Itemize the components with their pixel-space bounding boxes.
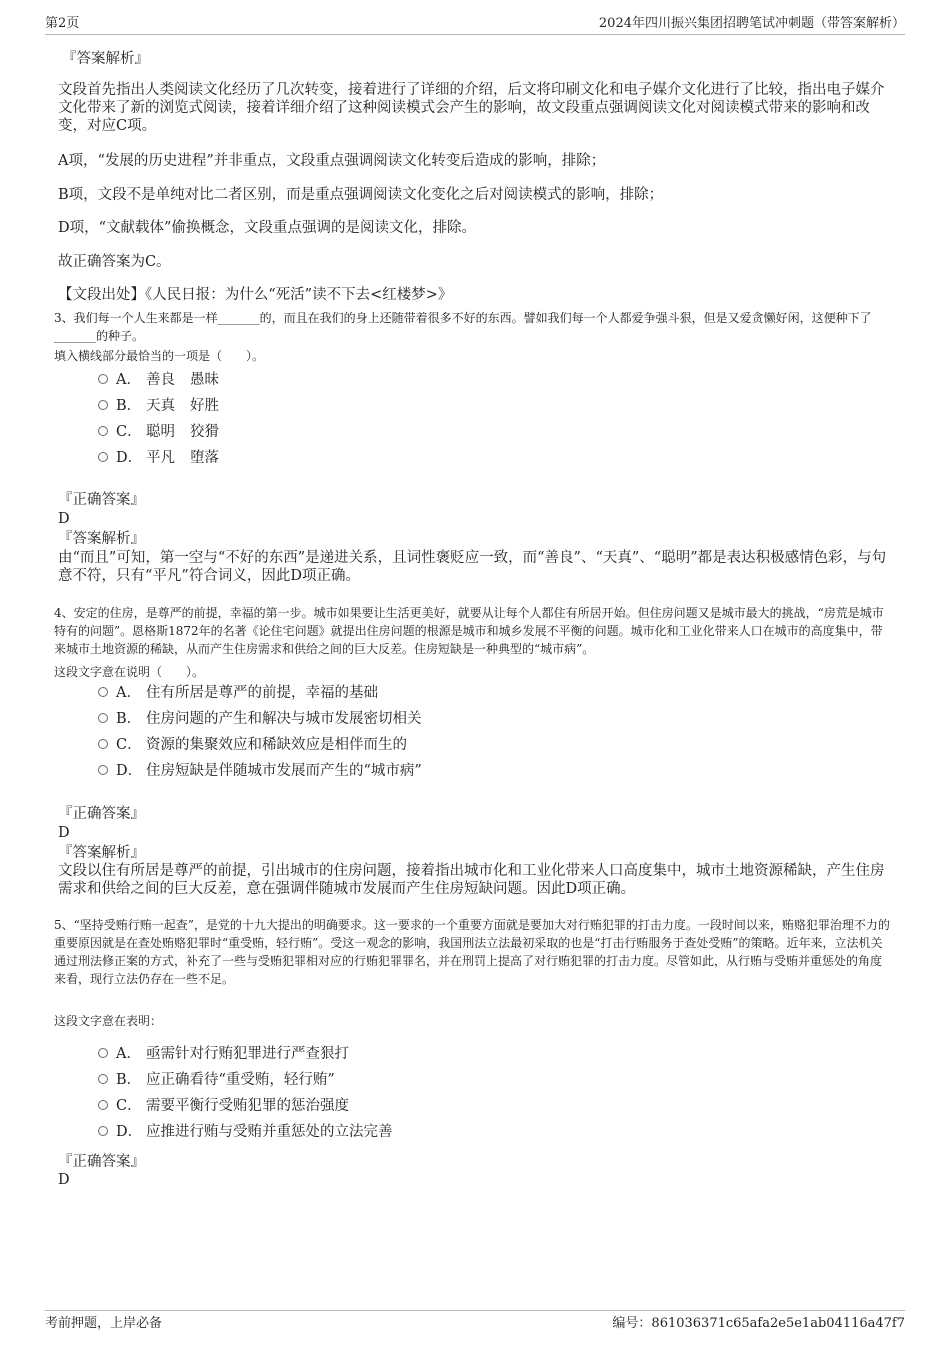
radio-button[interactable]	[98, 1074, 108, 1084]
q3-analysis-label: 『答案解析』	[58, 531, 145, 547]
q2-conclusion: 故正确答案为C。	[58, 254, 171, 270]
q3-answer: D	[58, 511, 70, 527]
radio-button[interactable]	[98, 1048, 108, 1058]
radio-button[interactable]	[98, 400, 108, 410]
q3-option-b[interactable]: B． 天真 好胜	[98, 396, 219, 416]
q4-stem: 4、安定的住房，是尊严的前提，幸福的第一步。城市如果要让生活更美好，就要从让每个人都住有所居开始。但住房问题又是城市最大的挑战，“房荒是城市特有的问题”。恩格斯1872年的名著《论住宅问题》就提出住房问题的根源是城市和城乡发展不平衡的问题。城市化和工业化带来人口在城市的高度集中，带来城市土地资源的稀缺，从而产生住房需求和供给之间的巨大反差。住房短缺是一种典型的“城市病”。	[54, 606, 884, 656]
q2-source: 【文段出处】《人民日报：为什么“死活”读不下去<红楼梦>》	[58, 287, 453, 303]
page-number: 第2页	[45, 16, 80, 31]
document-code: 编号：861036371c65afa2e5e1ab04116a47f7	[612, 1316, 905, 1331]
q3-option-c[interactable]: C． 聪明 狡猾	[98, 422, 219, 442]
document-title: 2024年四川振兴集团招聘笔试冲刺题（带答案解析）	[598, 16, 905, 31]
footer-slogan: 考前押题，上岸必备	[45, 1316, 163, 1331]
page-header	[45, 14, 905, 35]
q2-analysis-option-d: D项，“文献载体”偷换概念，文段重点强调的是阅读文化，排除。	[58, 220, 476, 236]
q3-analysis: 由“而且”可知，第一空与“不好的东西”是递进关系，且词性褒贬应一致，而“善良”、“天真”、“聪明”都是表达积极感情色彩，与句意不符，只有“平凡”符合词义，因此D项正确。	[58, 550, 887, 584]
radio-button[interactable]	[98, 1126, 108, 1136]
q3-option-d[interactable]: D． 平凡 堕落	[98, 448, 219, 468]
q4-analysis: 文段以住有所居是尊严的前提，引出城市的住房问题，接着指出城市化和工业化带来人口高度集中，城市土地资源稀缺，产生住房需求和供给之间的巨大反差，意在强调伴随城市发展而产生住房短缺问题。因此D项正确。	[58, 863, 885, 897]
q4-answer: D	[58, 825, 70, 841]
radio-button[interactable]	[98, 687, 108, 697]
q5-answer: D	[58, 1172, 70, 1188]
q2-analysis-label: 『答案解析』	[62, 51, 149, 67]
q2-analysis-option-b: B项，文段不是单纯对比二者区别，而是重点强调阅读文化变化之后对阅读模式的影响，排除；	[58, 187, 664, 203]
radio-button[interactable]	[98, 426, 108, 436]
q4-analysis-label: 『答案解析』	[58, 845, 145, 861]
q3-answer-label: 『正确答案』	[58, 492, 145, 508]
q5-prompt: 这段文字意在表明：	[54, 1014, 163, 1028]
radio-button[interactable]	[98, 374, 108, 384]
q4-prompt: 这段文字意在说明（ ）。	[54, 665, 205, 679]
q3-prompt: 填入横线部分最恰当的一项是（ ）。	[54, 349, 265, 363]
q5-option-a[interactable]: A． 亟需针对行贿犯罪进行严查狠打	[98, 1044, 349, 1064]
radio-button[interactable]	[98, 452, 108, 462]
q5-option-b[interactable]: B． 应正确看待“重受贿，轻行贿”	[98, 1070, 335, 1090]
q4-answer-label: 『正确答案』	[58, 806, 145, 822]
q3-option-a[interactable]: A． 善良 愚昧	[98, 370, 219, 390]
q2-analysis-option-a: A项，“发展的历史进程”并非重点，文段重点强调阅读文化转变后造成的影响，排除；	[58, 153, 606, 169]
radio-button[interactable]	[98, 1100, 108, 1110]
q3-stem: 3、我们每一个人生来都是一样_______的，而且在我们的身上还随带着很多不好的东西。譬如我们每一个人都爱争强斗狠，但是又爱贪懒好闲，这便种下了_______的种子。	[54, 311, 872, 343]
q5-option-c[interactable]: C． 需要平衡行受贿犯罪的惩治强度	[98, 1096, 349, 1116]
q4-option-a[interactable]: A． 住有所居是尊严的前提，幸福的基础	[98, 683, 378, 703]
q2-analysis-paragraph: 文段首先指出人类阅读文化经历了几次转变，接着进行了详细的介绍，后文将印刷文化和电子媒介文化进行了比较，指出电子媒介文化带来了新的浏览式阅读，接着详细介绍了这种阅读模式会产生的影响，故文段重点强调阅读文化对阅读模式带来的影响和改变，对应C项。	[58, 82, 885, 134]
q4-option-c[interactable]: C． 资源的集聚效应和稀缺效应是相伴而生的	[98, 735, 407, 755]
radio-button[interactable]	[98, 765, 108, 775]
page-footer	[45, 1310, 905, 1333]
radio-button[interactable]	[98, 739, 108, 749]
q5-stem: 5、“坚持受贿行贿一起查”，是党的十九大提出的明确要求。这一要求的一个重要方面就是要加大对行贿犯罪的打击力度。一段时间以来，贿赂犯罪治理不力的重要原因就是在查处贿赂犯罪时“重受贿，轻行贿”。受这一观念的影响，我国刑法立法最初采取的也是“打击行贿服务于查处受贿”的策略。近年来，立法机关通过刑法修正案的方式，补充了一些与受贿犯罪相对应的行贿犯罪罪名，并在刑罚上提高了对行贿犯罪的打击力度。尽管如此，从行贿与受贿并重惩处的角度来看，现行立法仍存在一些不足。	[54, 918, 890, 986]
q5-option-d[interactable]: D． 应推进行贿与受贿并重惩处的立法完善	[98, 1122, 393, 1142]
q5-answer-label: 『正确答案』	[58, 1154, 145, 1170]
radio-button[interactable]	[98, 713, 108, 723]
q4-option-d[interactable]: D． 住房短缺是伴随城市发展而产生的“城市病”	[98, 761, 422, 781]
q4-option-b[interactable]: B． 住房问题的产生和解决与城市发展密切相关	[98, 709, 422, 729]
